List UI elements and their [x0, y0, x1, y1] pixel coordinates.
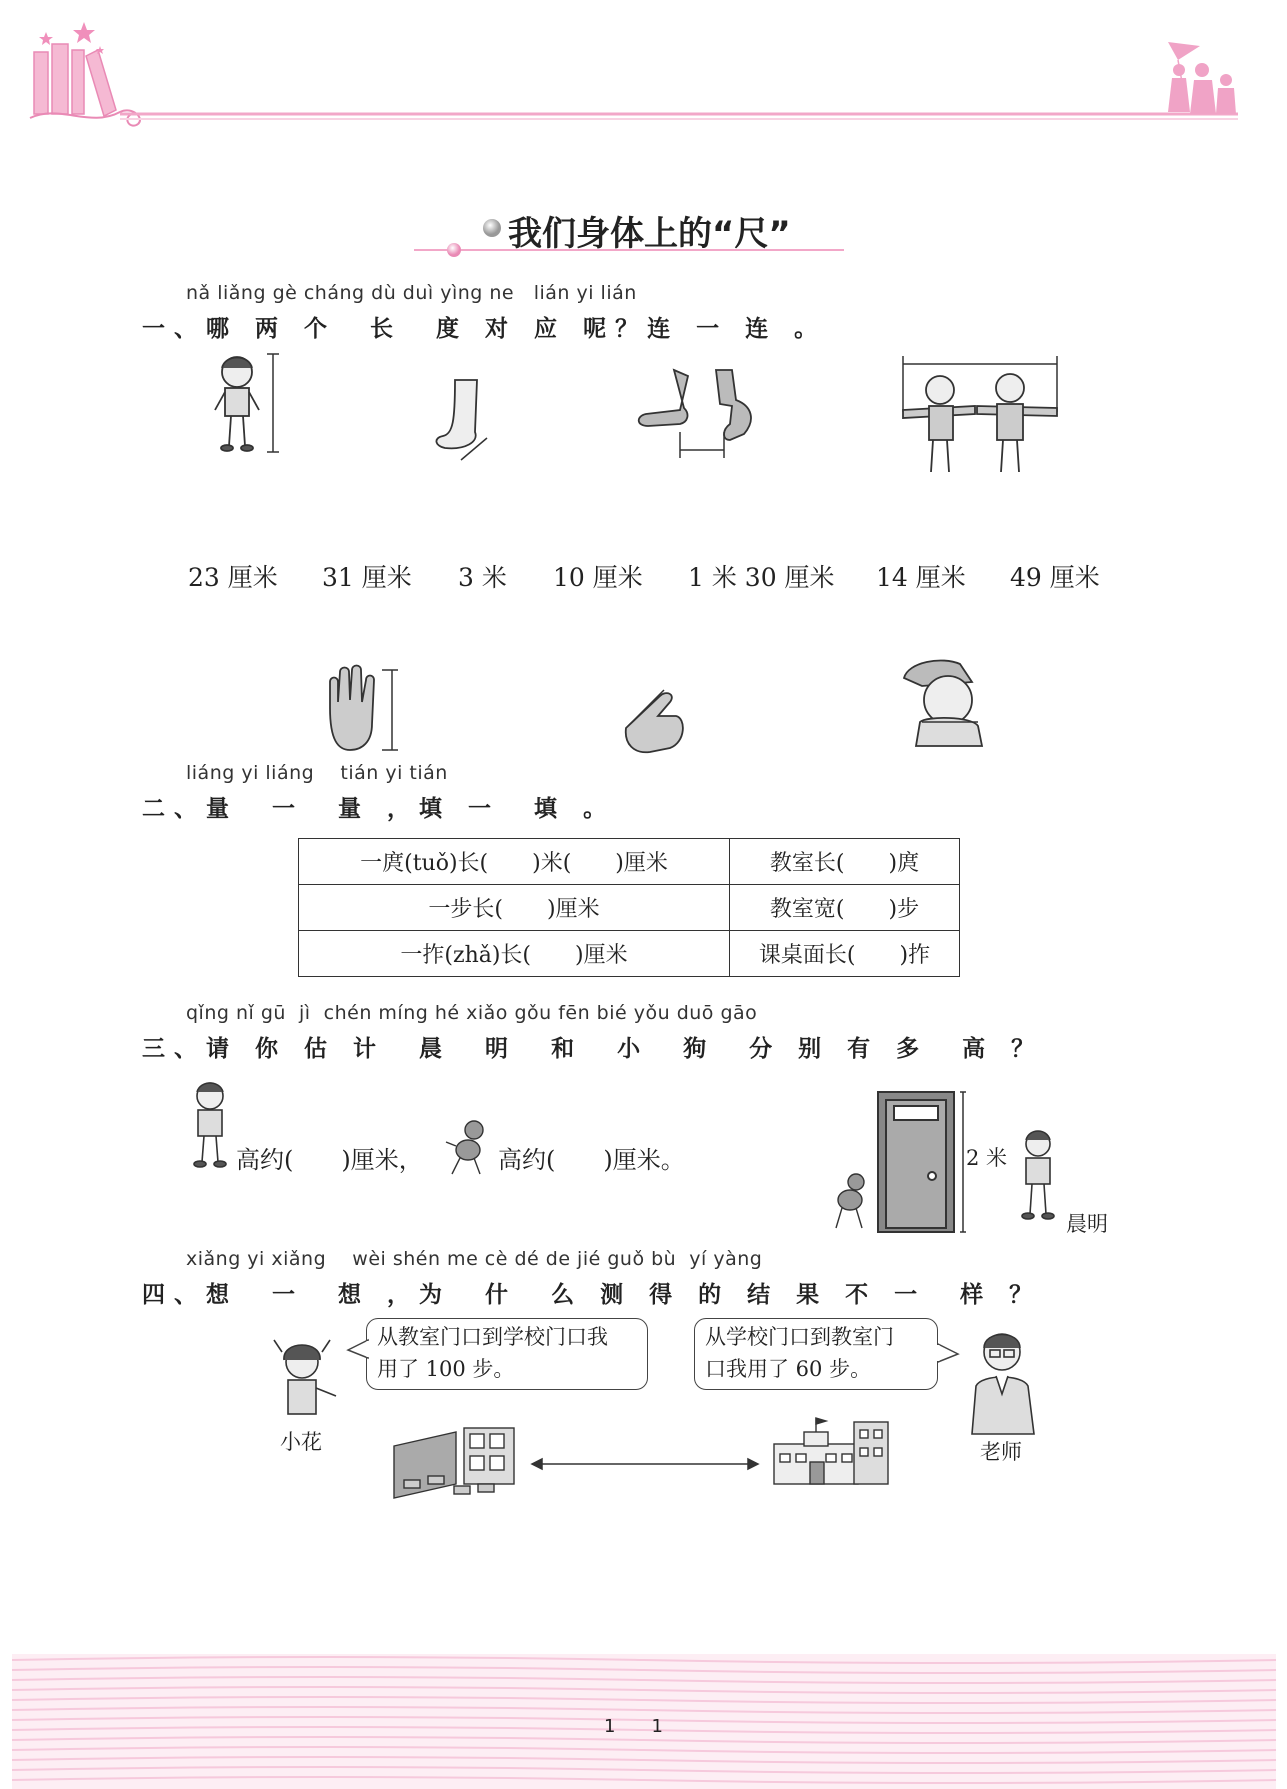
boy-name-label: 晨明	[1066, 1212, 1108, 1236]
boy-head-icon	[904, 660, 982, 746]
bubble-line: 用了 100 步。	[377, 1357, 515, 1381]
left-speech-bubble	[366, 1318, 648, 1390]
right-bubble-tail	[936, 1344, 960, 1364]
section4-pinyin: xiǎng yi xiǎng wèi shén me cè dé de jié guǒ bù yí yàng	[186, 1248, 763, 1270]
left-bubble-tail	[348, 1340, 370, 1360]
books-ornament-icon	[34, 44, 116, 116]
height-arrow-icon	[267, 354, 279, 452]
teacher-icon	[972, 1334, 1034, 1434]
head-circumference-illustration	[902, 656, 992, 746]
school-illustration	[770, 1414, 892, 1490]
classroom-illustration	[394, 1424, 520, 1500]
table-cell[interactable]: 教室宽( )步	[730, 885, 960, 931]
measure-fill-table	[298, 838, 960, 977]
length-option-4[interactable]: 10 厘米	[553, 563, 643, 592]
section1-title: 一、哪 两 个 长 度 对 应 呢？连 一 连 。	[142, 316, 827, 342]
hand-span-illustration	[322, 668, 402, 753]
section3-pinyin: qǐng nǐ gū jì chén míng hé xiǎo gǒu fēn bié yǒu duō gāo	[186, 1002, 758, 1024]
length-option-2[interactable]: 31 厘米	[322, 563, 412, 592]
girl-xiaohua	[270, 1338, 350, 1426]
double-arrow	[530, 1454, 760, 1474]
arm-span-arrow-icon	[903, 356, 1057, 412]
page-title: 我们身体上的“尺”	[508, 214, 791, 254]
bubble-line: 从学校门口到教室门	[705, 1325, 894, 1349]
table-cell[interactable]: 教室长( )庹	[730, 839, 960, 885]
boy-icon	[1022, 1131, 1054, 1219]
section4-title: 四、想 一 想 ，为 什 么 测 得 的 结 果 不 一 样 ？	[142, 1282, 1042, 1308]
double-arrow-icon	[532, 1459, 758, 1469]
hand-arrow-icon	[382, 670, 398, 750]
length-option-3[interactable]: 3 米	[458, 563, 507, 592]
table-cell[interactable]: 一步长( )厘米	[299, 885, 730, 931]
section3-title: 三、请 你 估 计 晨 明 和 小 狗 分 别 有 多 高 ？	[142, 1036, 1044, 1062]
hand-icon	[330, 666, 374, 751]
boy-icon	[215, 357, 259, 451]
door-height-label: 2 米	[966, 1146, 1008, 1170]
two-kids-icon	[903, 374, 1057, 472]
classroom-icon	[394, 1428, 514, 1498]
girl-icon	[274, 1340, 336, 1414]
header-decoration	[0, 0, 1287, 140]
foot-illustration	[425, 380, 495, 470]
puppy-small	[444, 1118, 494, 1178]
boy-height-illustration	[205, 350, 285, 460]
dog-icon	[836, 1174, 864, 1228]
table-row	[299, 885, 960, 931]
header-line-art	[0, 0, 1287, 140]
table-cell[interactable]: 一拃(zhǎ)长( )厘米	[299, 931, 730, 977]
boy-height-fill[interactable]: 高约( )厘米，	[236, 1146, 423, 1174]
bubble-line: 口我用了 60 步。	[705, 1357, 872, 1381]
dog-height-fill[interactable]: 高约( )厘米。	[498, 1146, 685, 1174]
door-icon	[878, 1092, 954, 1232]
star-icon	[39, 22, 104, 54]
table-row	[299, 931, 960, 977]
section2-pinyin: liáng yi liáng tián yi tián	[186, 762, 448, 784]
teacher	[966, 1324, 1042, 1438]
table-cell[interactable]: 一庹(tuǒ)长( )米( )厘米	[299, 839, 730, 885]
title-bullet-icon	[483, 219, 501, 237]
table-cell[interactable]: 课桌面长( )拃	[730, 931, 960, 977]
bubble-line: 从教室门口到学校门口我	[377, 1325, 608, 1349]
right-speech-bubble	[694, 1318, 938, 1390]
door-scene	[826, 1088, 1086, 1238]
armspan-illustration	[895, 352, 1065, 482]
length-option-6[interactable]: 14 厘米	[876, 563, 966, 592]
length-option-1[interactable]: 23 厘米	[188, 563, 278, 592]
foot-icon	[436, 380, 477, 448]
finger-span-illustration	[620, 682, 690, 757]
kids-kite-icon	[1168, 42, 1236, 114]
right-speaker-name: 老师	[980, 1440, 1022, 1464]
pinch-hand-icon	[626, 693, 683, 752]
dog-icon	[446, 1121, 483, 1174]
school-icon	[774, 1418, 888, 1484]
section1-pinyin: nǎ liǎng gè cháng dù duì yìng ne lián yi lián	[186, 282, 637, 304]
section2-title: 二、量 一 量 ，填 一 填 。	[142, 796, 616, 822]
table-row	[299, 839, 960, 885]
length-option-5[interactable]: 1 米 30 厘米	[688, 563, 835, 592]
boy-icon	[194, 1083, 226, 1167]
step-arrow-icon	[680, 432, 724, 458]
boy-chenming-small	[186, 1078, 236, 1170]
step-illustration	[636, 370, 766, 460]
left-speaker-name: 小花	[280, 1430, 322, 1454]
feet-step-icon	[639, 370, 751, 440]
page-number: 1 1	[604, 1716, 663, 1737]
length-option-7[interactable]: 49 厘米	[1010, 563, 1100, 592]
